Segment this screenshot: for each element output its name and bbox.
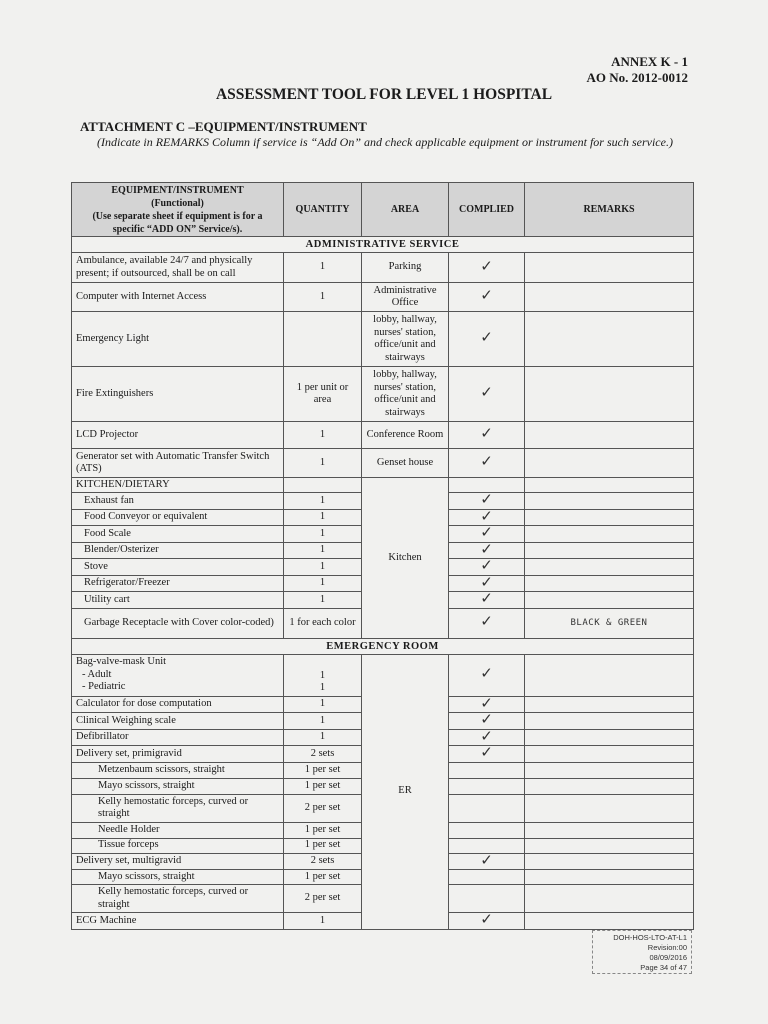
remarks-cell: [525, 885, 694, 913]
equipment-name: Clinical Weighing scale: [72, 713, 284, 730]
qty-adult: 1: [319, 669, 326, 681]
check-icon: ✓: [480, 286, 493, 305]
equipment-name: Fire Extinguishers: [72, 367, 284, 422]
remarks-cell: [525, 559, 694, 576]
revision-date: 08/09/2016: [649, 953, 687, 962]
quantity-cell: 1: [284, 575, 362, 592]
table-row: [72, 478, 694, 493]
equipment-name: [72, 654, 284, 696]
area-cell: Parking: [362, 253, 449, 283]
remarks-cell: [525, 838, 694, 853]
check-icon: ✓: [480, 726, 493, 745]
equipment-name: Ambulance, available 24/7 and physically present; if outsourced, shall be on call: [72, 253, 284, 283]
table-row: [72, 654, 694, 696]
quantity-cell: 1: [284, 713, 362, 730]
quantity-cell: [284, 312, 362, 367]
remarks-cell: [525, 822, 694, 838]
equipment-name: ECG Machine: [72, 913, 284, 930]
table-header-row: [72, 183, 694, 237]
quantity-column-header: QUANTITY: [284, 183, 362, 237]
table-row: [72, 283, 694, 312]
remarks-column-header: REMARKS: [525, 183, 694, 237]
quantity-cell: 2 per set: [284, 794, 362, 822]
document-footer: [592, 930, 692, 974]
quantity-cell: 1 per set: [284, 778, 362, 794]
quantity-cell: 1 per unit or area: [284, 367, 362, 422]
complied-cell: [449, 850, 525, 870]
quantity-cell: 1: [284, 526, 362, 543]
complied-cell: [449, 743, 525, 763]
remarks-cell: [525, 746, 694, 763]
equipment-name: Tissue forceps: [72, 838, 284, 853]
remarks-cell: [525, 367, 694, 422]
area-cell: Conference Room: [362, 422, 449, 449]
area-cell: Genset house: [362, 449, 449, 478]
complied-cell: [449, 778, 525, 794]
quantity-cell: 2 sets: [284, 853, 362, 870]
equipment-name: Mayo scissors, straight: [72, 870, 284, 885]
bvm-adult: - Adult: [82, 668, 112, 680]
remarks-cell: [525, 509, 694, 526]
er-area-cell: ER: [362, 654, 449, 929]
quantity-cell: 1 per set: [284, 870, 362, 885]
table-row: [72, 367, 694, 422]
complied-cell: [449, 762, 525, 778]
complied-cell: [449, 608, 525, 638]
table-row: [72, 312, 694, 367]
equipment-name: Garbage Receptacle with Cover color-coded): [72, 608, 284, 638]
quantity-cell: 1: [284, 542, 362, 559]
check-icon: ✓: [480, 589, 493, 607]
equipment-name: Food Conveyor or equivalent: [72, 509, 284, 526]
equipment-name: Stove: [72, 559, 284, 576]
check-icon: ✓: [480, 693, 493, 712]
complied-cell: [449, 822, 525, 838]
kitchen-area-cell: Kitchen: [362, 478, 449, 639]
check-icon: ✓: [480, 556, 493, 574]
remarks-cell: [525, 853, 694, 870]
annex-header: [587, 54, 688, 86]
equipment-column-header: [72, 183, 284, 237]
equipment-name: LCD Projector: [72, 422, 284, 449]
equipment-name: Kelly hemostatic forceps, curved or straight: [72, 794, 284, 822]
check-icon: ✓: [480, 452, 493, 471]
page-number: Page 34 of 47: [640, 963, 687, 972]
annex-label: ANNEX K - 1: [611, 54, 688, 69]
remarks-cell: [525, 575, 694, 592]
quantity-cell: 1 for each color: [284, 608, 362, 638]
check-icon: ✓: [480, 850, 493, 869]
remarks-cell: [525, 778, 694, 794]
remarks-cell: [525, 696, 694, 713]
check-icon: ✓: [480, 612, 493, 631]
quantity-cell: 1 per set: [284, 838, 362, 853]
complied-cell: [449, 870, 525, 885]
remarks-cell: [525, 478, 694, 493]
remarks-cell: [525, 870, 694, 885]
remarks-cell: [525, 762, 694, 778]
area-cell: lobby, hallway, nurses' station, office/unit and stairways: [362, 312, 449, 367]
check-icon: ✓: [480, 910, 493, 928]
complied-cell: [449, 589, 525, 609]
complied-cell: [449, 367, 525, 422]
equip-header-line3: (Use separate sheet if equipment is for a specific “ADD ON” Service/s).: [92, 210, 263, 235]
equipment-name: Blender/Osterizer: [72, 542, 284, 559]
complied-cell: [449, 449, 525, 478]
area-column-header: AREA: [362, 183, 449, 237]
remarks-cell: [525, 253, 694, 283]
check-icon: ✓: [480, 523, 493, 541]
qty-pediatric: 1: [319, 682, 326, 693]
check-icon: ✓: [480, 506, 493, 525]
equipment-name: Utility cart: [72, 592, 284, 609]
equipment-name: Refrigerator/Freezer: [72, 575, 284, 592]
remarks-cell: [525, 729, 694, 746]
quantity-cell: 1 per set: [284, 762, 362, 778]
kitchen-heading: KITCHEN/DIETARY: [72, 478, 284, 493]
equipment-name: Computer with Internet Access: [72, 283, 284, 312]
complied-cell: [449, 283, 525, 312]
quantity-cell: 1: [284, 283, 362, 312]
check-icon: ✓: [480, 664, 493, 683]
quantity-cell: 1: [284, 253, 362, 283]
check-icon: ✓: [480, 743, 493, 761]
page-title: ASSESSMENT TOOL FOR LEVEL 1 HOSPITAL: [215, 86, 553, 103]
remarks-cell: [525, 422, 694, 449]
attachment-heading: ATTACHMENT C –EQUIPMENT/INSTRUMENT: [80, 119, 367, 134]
remarks-cell: [525, 713, 694, 730]
equip-header-line1: EQUIPMENT/INSTRUMENT: [111, 184, 244, 196]
complied-column-header: COMPLIED: [449, 183, 525, 237]
table-row: [72, 253, 694, 283]
remarks-cell: [525, 493, 694, 510]
equipment-name: Mayo scissors, straight: [72, 778, 284, 794]
check-icon: ✓: [480, 328, 493, 347]
check-icon: ✓: [480, 490, 493, 508]
remarks-cell: [525, 312, 694, 367]
revision-label: Revision:00: [647, 943, 687, 952]
remarks-cell: [525, 654, 694, 696]
equipment-name: Delivery set, multigravid: [72, 853, 284, 870]
section-row: [72, 237, 694, 253]
remarks-cell: [525, 283, 694, 312]
bvm-label: Bag-valve-mask Unit: [76, 656, 167, 668]
bvm-pediatric: - Pediatric: [82, 681, 126, 693]
check-icon: ✓: [480, 383, 493, 402]
quantity-cell: 1: [284, 729, 362, 746]
section-er: EMERGENCY ROOM: [72, 638, 694, 654]
check-icon: ✓: [480, 256, 493, 275]
equip-header-line2: (Functional): [151, 197, 204, 209]
handwritten-remark: BLACK & GREEN: [570, 617, 648, 628]
equipment-name: Defibrillator: [72, 729, 284, 746]
equipment-table: [71, 182, 694, 930]
equipment-name: Exhaust fan: [72, 493, 284, 510]
area-cell: lobby, hallway, nurses' station, office/unit and stairways: [362, 367, 449, 422]
remarks-cell: [525, 608, 694, 638]
quantity-cell: [284, 654, 362, 696]
check-icon: ✓: [480, 539, 493, 558]
equipment-name: Delivery set, primigravid: [72, 746, 284, 763]
remarks-cell: [525, 449, 694, 478]
quantity-cell: 2 per set: [284, 885, 362, 913]
complied-cell: [449, 312, 525, 367]
quantity-cell: 1: [284, 559, 362, 576]
quantity-cell: 1: [284, 422, 362, 449]
equipment-name: Needle Holder: [72, 822, 284, 838]
quantity-cell: 1: [284, 913, 362, 930]
document-code: DOH-HOS-LTO-AT-L1: [613, 933, 687, 942]
ao-number: AO No. 2012-0012: [586, 70, 688, 85]
quantity-cell: [284, 478, 362, 493]
equipment-name: Emergency Light: [72, 312, 284, 367]
complied-cell: [449, 885, 525, 913]
check-icon: ✓: [480, 424, 493, 443]
complied-cell: [449, 253, 525, 283]
quantity-cell: 2 sets: [284, 746, 362, 763]
complied-cell: [449, 422, 525, 449]
equipment-name: Metzenbaum scissors, straight: [72, 762, 284, 778]
remarks-cell: [525, 794, 694, 822]
remarks-cell: [525, 542, 694, 559]
complied-cell: [449, 654, 525, 696]
remarks-cell: [525, 592, 694, 609]
table-row: [72, 422, 694, 449]
quantity-cell: 1: [284, 696, 362, 713]
equipment-name: Kelly hemostatic forceps, curved or straight: [72, 885, 284, 913]
section-row: [72, 638, 694, 654]
quantity-cell: 1: [284, 509, 362, 526]
remarks-cell: [525, 526, 694, 543]
section-admin: ADMINISTRATIVE SERVICE: [72, 237, 694, 253]
equipment-name: Generator set with Automatic Transfer Switch (ATS): [72, 449, 284, 478]
instruction-text: (Indicate in REMARKS Column if service is “Add On” and check applicable equipment or instrument for such service.): [97, 135, 673, 149]
remarks-cell: [525, 913, 694, 930]
check-icon: ✓: [480, 710, 493, 728]
check-icon: ✓: [480, 572, 493, 591]
quantity-cell: 1 per set: [284, 822, 362, 838]
quantity-cell: 1: [284, 493, 362, 510]
complied-cell: [449, 794, 525, 822]
table-row: [72, 449, 694, 478]
equipment-name: Calculator for dose computation: [72, 696, 284, 713]
equipment-name: Food Scale: [72, 526, 284, 543]
quantity-cell: 1: [284, 449, 362, 478]
area-cell: Administrative Office: [362, 283, 449, 312]
quantity-cell: 1: [284, 592, 362, 609]
complied-cell: [449, 910, 525, 930]
